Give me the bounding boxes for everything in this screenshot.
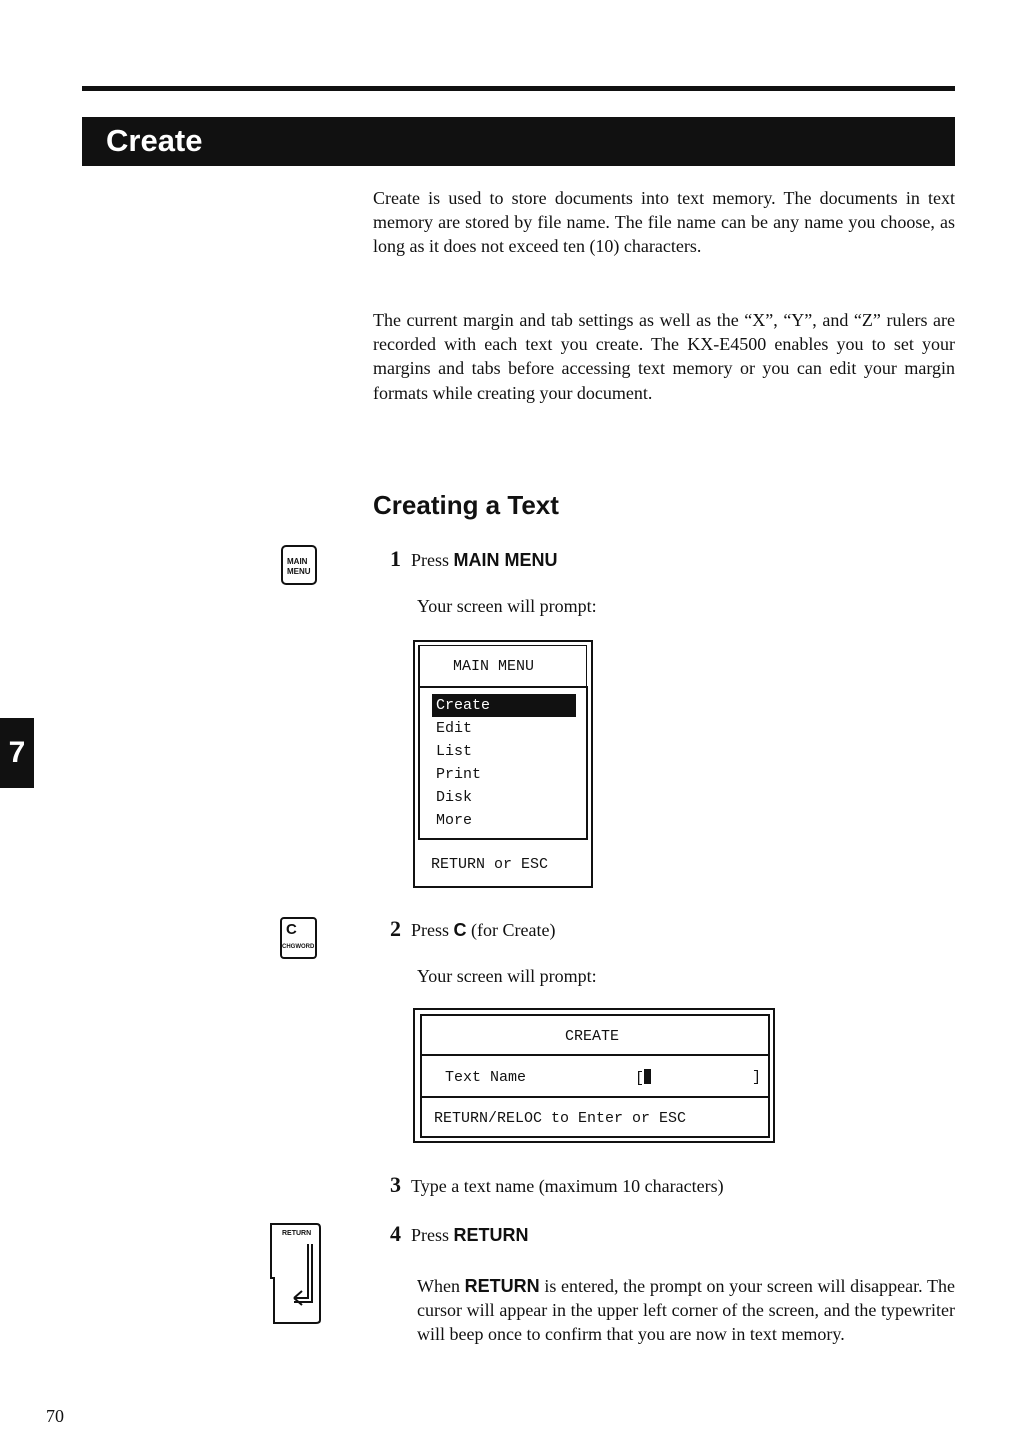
menu-item-create[interactable]: Create	[432, 694, 576, 717]
divider	[420, 1096, 768, 1098]
subheading: Creating a Text	[373, 490, 559, 520]
text-name-field[interactable]	[635, 1069, 651, 1087]
menu-item-print[interactable]: Print	[436, 766, 482, 783]
main-menu-footer: RETURN or ESC	[431, 856, 549, 873]
step-1-followup: Your screen will prompt:	[417, 596, 597, 616]
main-menu-list	[418, 686, 588, 840]
step-4-body	[417, 1274, 955, 1347]
menu-item-more[interactable]: More	[436, 812, 473, 829]
step-1	[390, 546, 558, 572]
menu-item-edit[interactable]: Edit	[436, 720, 473, 737]
cursor	[644, 1069, 651, 1084]
top-rule	[82, 86, 955, 91]
step-text: Press	[411, 920, 454, 940]
step-key: RETURN	[453, 1225, 529, 1245]
bracket: [	[635, 1070, 645, 1087]
key-label: C	[286, 921, 297, 938]
key-label: MAIN	[287, 557, 308, 566]
create-footer: RETURN/RELOC to Enter or ESC	[434, 1110, 687, 1127]
body-text: When	[417, 1276, 465, 1296]
page-number: 70	[46, 1406, 64, 1426]
step-text: (for Create)	[466, 920, 556, 940]
create-title: CREATE	[565, 1028, 620, 1045]
section-title: Create	[106, 123, 203, 158]
intro-paragraph-2: The current margin and tab settings as well as the “X”, “Y”, and “Z” rulers are recorded with each text you create. The KX-E4500 enables you to set your margins and tabs before accessing text memory or you can edit your margin formats while creating your document.	[373, 310, 955, 403]
menu-item-list[interactable]: List	[436, 743, 473, 760]
body-text: is entered, the prompt on your screen will disappear. The cursor will appear in the upper left corner of the screen, and the typewriter will beep once to confirm that you are now in text memory.	[417, 1276, 955, 1345]
step-key: MAIN MENU	[453, 550, 558, 570]
key-label: MENU	[287, 567, 311, 576]
c-key-icon	[280, 917, 317, 959]
return-key-label: RETURN	[282, 1230, 312, 1237]
step-2-followup: Your screen will prompt:	[417, 966, 597, 986]
bracket: ]	[752, 1069, 762, 1086]
step-3	[390, 1172, 724, 1198]
body-key: RETURN	[464, 1276, 540, 1296]
divider	[420, 1054, 768, 1056]
step-2	[390, 916, 555, 942]
step-text: Type a text name (maximum 10 characters)	[411, 1176, 724, 1196]
key-sublabel: CHGWORD	[282, 944, 315, 950]
step-4	[390, 1221, 529, 1247]
text-name-label: Text Name	[445, 1069, 527, 1086]
intro-paragraph-1: Create is used to store documents into text memory. The documents in text memory are stored by file name. The file name can be any name you choose, as long as it does not exceed ten (10) characters.	[373, 188, 955, 257]
step-number: 2	[390, 916, 401, 941]
step-text: Press	[411, 1225, 454, 1245]
chapter-tab: 7	[0, 718, 34, 788]
step-number: 3	[390, 1172, 401, 1197]
main-menu-key-icon	[281, 545, 317, 585]
section-title-bar	[82, 117, 955, 166]
step-number: 1	[390, 546, 401, 571]
step-number: 4	[390, 1221, 401, 1246]
main-menu-title: MAIN MENU	[453, 658, 535, 675]
main-menu-screen	[413, 640, 593, 888]
step-text: Press	[411, 550, 454, 570]
step-key: C	[453, 920, 467, 940]
menu-item-disk[interactable]: Disk	[436, 789, 473, 806]
create-screen	[413, 1008, 775, 1143]
